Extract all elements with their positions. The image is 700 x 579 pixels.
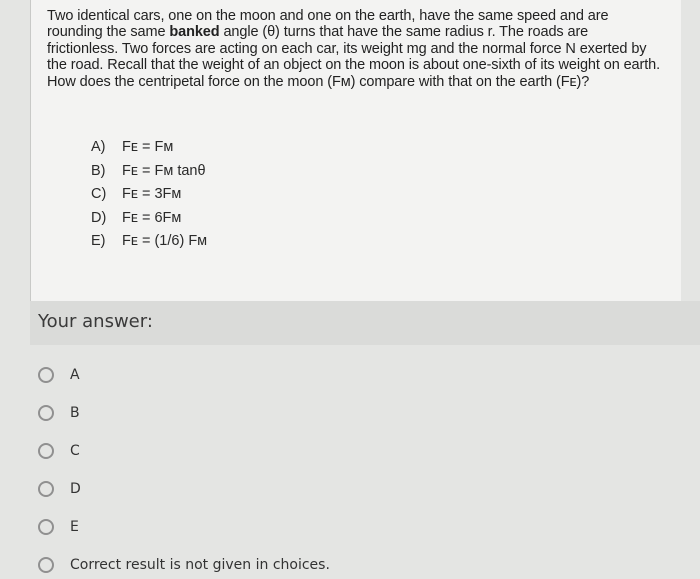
- choice-d: [91, 207, 207, 231]
- radio-button[interactable]: [38, 443, 54, 459]
- choice-letter: B): [91, 162, 106, 179]
- radio-button[interactable]: [38, 367, 54, 383]
- choice-letter: E): [91, 233, 106, 249]
- choice-letter: D): [91, 209, 107, 226]
- choice-b: [91, 160, 207, 184]
- answer-options: [30, 345, 700, 573]
- radio-button[interactable]: [38, 481, 54, 497]
- choice-letter: C): [91, 186, 107, 202]
- option-label: E: [70, 519, 79, 535]
- option-label: D: [70, 481, 81, 497]
- answer-option-e[interactable]: [30, 513, 430, 541]
- your-answer-label: Your answer:: [38, 311, 153, 332]
- choice-letter: A): [91, 139, 106, 155]
- choice-text: Fᴇ = Fᴍ tanθ: [122, 162, 206, 179]
- your-answer-header: [30, 301, 700, 345]
- radio-button[interactable]: [38, 557, 54, 573]
- option-label: C: [70, 443, 80, 459]
- answer-option-c[interactable]: [30, 437, 430, 465]
- question-text-part1: Two identical cars, one on the moon and one on the earth, have the same speed and are rounding the same: [47, 8, 609, 41]
- radio-button[interactable]: [38, 519, 54, 535]
- answer-option-a[interactable]: [30, 361, 430, 389]
- choice-c: [91, 183, 207, 207]
- question-text-part2: angle (θ) turns that have the same radius r. The roads are frictionless. Two forces are acting on each car, its weight mg and the normal force N exerted by the road. Recall that the weight of an object on the moon is about one-sixth of its weight on earth. How does the centripetal force on the moon (Fм) compare with that on the earth (Fᴇ)?: [47, 24, 661, 90]
- choice-e: [91, 230, 207, 254]
- question-block: [30, 0, 681, 301]
- answer-option-b[interactable]: [30, 399, 430, 427]
- question-text: [47, 8, 663, 90]
- choice-a: [91, 136, 207, 160]
- option-label: A: [70, 367, 80, 383]
- choice-text: Fᴇ = (1/6) Fᴍ: [122, 233, 208, 249]
- choice-text: Fᴇ = Fᴍ: [122, 139, 174, 155]
- choice-text: Fᴇ = 6Fᴍ: [122, 209, 182, 226]
- choice-text: Fᴇ = 3Fᴍ: [122, 186, 182, 202]
- option-label: B: [70, 405, 80, 421]
- answer-option-d[interactable]: [30, 475, 430, 503]
- answer-option-not-given[interactable]: [30, 551, 430, 579]
- radio-button[interactable]: [38, 405, 54, 421]
- option-label: Correct result is not given in choices.: [70, 557, 330, 573]
- choice-list: [91, 136, 207, 254]
- question-text-bold: banked: [169, 24, 220, 41]
